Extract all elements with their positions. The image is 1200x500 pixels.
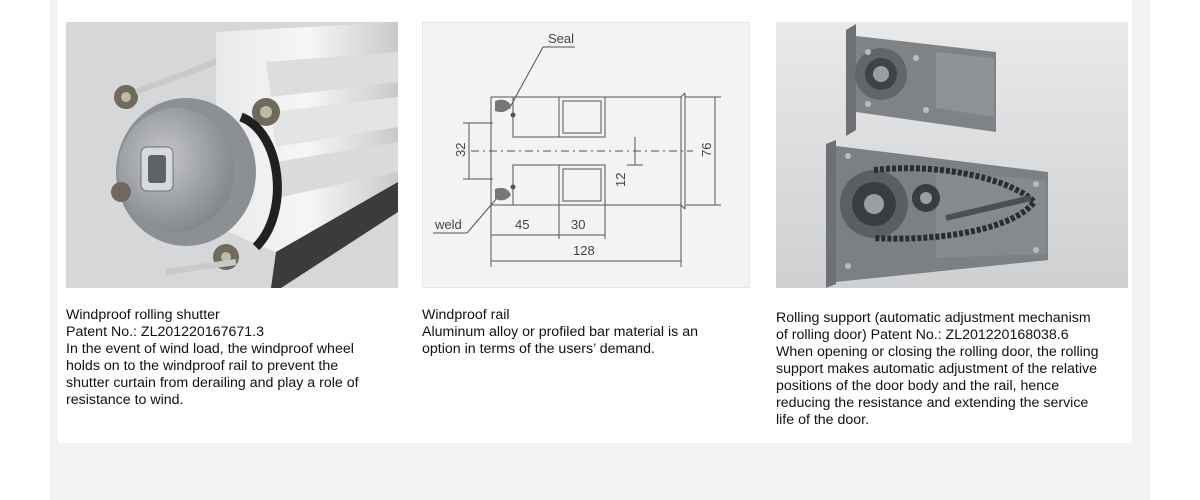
description-line: In the event of wind load, the windproof wheel	[66, 341, 354, 357]
dimension-76: 76	[699, 142, 714, 157]
dimension-45: 45	[515, 217, 530, 232]
diagram-label-weld: weld	[435, 217, 462, 232]
product-windproof-rolling-shutter	[66, 22, 398, 409]
product-title: Windproof rail	[422, 307, 510, 323]
diagram-label-seal: Seal	[548, 31, 575, 46]
product-title: Windproof rolling shutter	[66, 307, 220, 323]
product-title: Rolling support (automatic adjustment mechanism	[776, 310, 1091, 326]
product-description	[66, 307, 398, 409]
description-line: life of the door.	[776, 412, 870, 428]
description-line: shutter curtain from derailing and play a role of	[66, 375, 359, 391]
description-line: holds on to the windproof rail to prevent the	[66, 358, 339, 374]
description-line: Patent No.: ZL201220167671.3	[66, 324, 264, 340]
dimension-32: 32	[453, 142, 468, 157]
dimension-12: 12	[613, 172, 628, 187]
product-description	[776, 310, 1128, 429]
windproof-rail-diagram	[422, 22, 750, 288]
description-line: of rolling door) Patent No.: ZL201220168038.6	[776, 327, 1069, 343]
rolling-shutter-photo	[66, 22, 398, 288]
dimension-30: 30	[571, 217, 586, 232]
description-line: support makes automatic adjustment of the relative	[776, 361, 1097, 377]
description-line: positions of the door body and the rail, hence	[776, 378, 1060, 394]
rolling-support-photo	[776, 22, 1128, 288]
description-line: option in terms of the users’ demand.	[422, 341, 655, 357]
product-windproof-rail	[422, 22, 750, 358]
description-line: reducing the resistance and extending the service	[776, 395, 1089, 411]
product-description	[422, 307, 750, 358]
description-line: When opening or closing the rolling door, the rolling	[776, 344, 1099, 360]
description-line: Aluminum alloy or profiled bar material is an	[422, 324, 698, 340]
dimension-128: 128	[573, 243, 595, 258]
product-rolling-support	[776, 22, 1128, 429]
description-line: resistance to wind.	[66, 392, 184, 408]
